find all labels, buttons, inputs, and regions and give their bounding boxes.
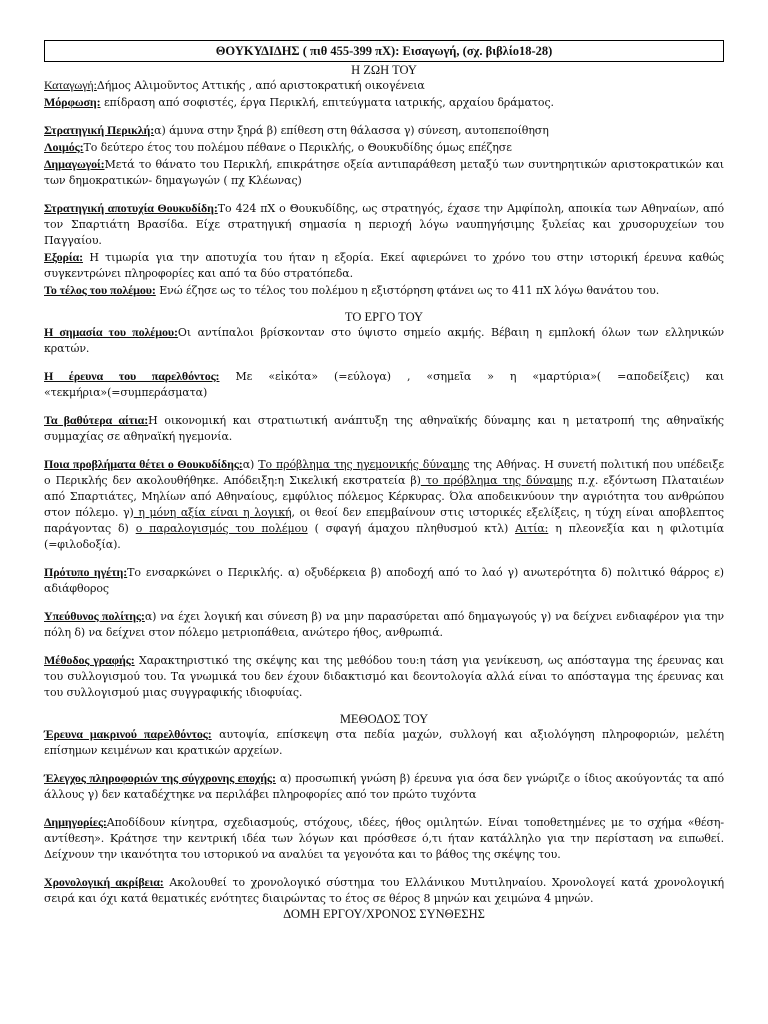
term-plague: Λοιμός: <box>44 140 84 154</box>
paragraph-pericles-strategy <box>44 122 724 139</box>
paragraph-speeches <box>44 814 724 863</box>
text-deeper-causes: Η οικονομική και στρατιωτική ανάπτυξη της αθηναϊκής δύναμης και η μετατροπή της αθηναϊκής συμμαχίας σε αθηναϊκή ηγεμονία. <box>44 414 724 443</box>
section-heading-structure: ΔΟΜΗ ΕΡΓΟΥ/ΧΡΟΝΟΣ ΣΥΝΘΕΣΗΣ <box>283 907 485 921</box>
text-problems-e-underlined: Αιτία: <box>515 522 549 535</box>
term-info-check: Έλεγχος πληροφοριών της σύγχρονης εποχής: <box>44 771 276 785</box>
text-problems-b-underlined: το πρόβλημα της δύναμης <box>420 474 573 487</box>
section-heading-life: Η ΖΩΗ ΤΟΥ <box>351 63 417 77</box>
text-problems-d: , οι θεοί δεν επεμβαίνουν στις ιστορικές εξελίξεις, η τύχη είναι αποβλεπτος παράγοντας δ) <box>44 506 724 535</box>
text-problems-b: της Αθήνας. Η συνετή πολιτική που υπέδειξε ο Περικλής δεν ακολουθήθηκε. Απόδειξη:η Σικελική εκστρατεία β) <box>44 458 724 487</box>
paragraph-info-check <box>44 770 724 803</box>
text-problems-c: π.χ. εξόντωση Πλαταιέων από Σπαρτιάτες, Μηλίων από Αθηναίους, εμφύλιος πόλεμος Κέρκυρας. Όλα αποδεικνύουν την αγριότητα του ανθρώπου στον πόλεμο. γ) <box>44 474 724 519</box>
paragraph-writing-method <box>44 652 724 701</box>
term-past-research: Η έρευνα του παρελθόντος: <box>44 369 220 383</box>
text-war-importance: Οι αντίπαλοι βρίσκονταν στο ύψιστο σημείο ακμής. Βέβαιη η εμπλοκή όλων των ελληνικών κρατών. <box>44 326 724 355</box>
text-demagogues: Μετά το θάνατο του Περικλή, επικράτησε οξεία αντιπαράθεση μεταξύ των συντηρητικών αριστοκρατικών και των δημοκρατικών- δημαγωγών ( πχ Κλέωνας) <box>44 158 724 187</box>
term-education: Μόρφωση: <box>44 95 101 109</box>
section-heading-method: ΜΕΘΟΔΟΣ ΤΟΥ <box>339 712 429 726</box>
paragraph-plague <box>44 139 724 156</box>
text-strategic-failure: Το 424 πΧ ο Θουκυδίδης, ως στρατηγός, έχασε την Αμφίπολη, αποικία των Αθηναίων, από τον Σπαρτιάτη Βρασίδα. Είχε στρατηγική σημασία η περιοχή λόγω ναυπηγήσιμης ξυλείας και χρυσορυχείων του Παγγαίου. <box>44 202 724 247</box>
paragraph-origin <box>44 77 724 94</box>
text-past-research: Με «εἰκότα» (=εύλογα) , «σημεῖα » η «μαρτύρια»( =αποδείξεις) και «τεκμήρια»(=συμπεράσματα) <box>44 370 724 399</box>
term-origin: Καταγωγή: <box>44 78 97 92</box>
paragraph-exile <box>44 249 724 282</box>
text-problems-f: η πλεονεξία και η φιλοτιμία (=φιλοδοξία). <box>44 522 724 551</box>
term-deeper-causes: Τα βαθύτερα αίτια: <box>44 413 149 427</box>
term-writing-method: Μέθοδος γραφής: <box>44 653 135 667</box>
term-responsible-citizen: Υπεύθυνος πολίτης: <box>44 609 145 623</box>
text-writing-method: Χαρακτηριστικό της σκέψης και της μεθόδου του:η τάση για γενίκευση, ως απόσταγμα της έρευνας και του συλλογισμού του. Τα γνωμικά του δεν έχουν διδακτισμό και δεοντολογία αλλά είναι το απόσταγμα της έρευνας και του συλλογισμού μιας συγγραφικής ιδιοφυίας. <box>44 654 724 699</box>
document-title: ΘΟΥΚΥΔΙΔΗΣ ( πιθ 455-399 πΧ): Εισαγωγή, (σχ. βιβλίο18-28) <box>44 40 724 62</box>
paragraph-war-importance <box>44 324 724 357</box>
paragraph-demagogues <box>44 156 724 189</box>
term-war-end: Το τέλος του πολέμου: <box>44 283 156 297</box>
text-speeches: Αποδίδουν κίνητρα, σχεδιασμούς, στόχους, ιδέες, ήθος ομιλητών. Είναι τοποθετημένες με το σχήμα «θέση-αντίθεση». Κράτησε την κεντρική ιδέα των λόγων και πρόσθεσε ό,τι ήταν κατάλληλο για την περίσταση να ειπωθεί. Δείχνουν την ικανότητα του ιστορικού να αναλύει τα γεγονότα και το βάθος της σκέψης του. <box>44 816 724 861</box>
text-chronology: Ακολουθεί το χρονολογικό σύστημα του Ελλάνικου Μυτιληναίου. Χρονολογεί κατά χρονολογική σειρά και όχι κατά θεματικές ενότητες διαιρώντας το έτος σε θέρος 8 μηνών και χειμώνα 4 μηνών. <box>44 876 724 905</box>
term-distant-past: Έρευνα μακρινού παρελθόντος: <box>44 727 212 741</box>
text-problems-e: ( σφαγή άμαχου πληθυσμού κτλ) <box>307 522 516 535</box>
document-page <box>44 40 724 921</box>
paragraph-deeper-causes <box>44 412 724 445</box>
paragraph-chronology <box>44 874 724 907</box>
paragraph-past-research <box>44 368 724 401</box>
paragraph-strategic-failure <box>44 200 724 249</box>
text-problems-d-underlined: ο παραλογισμός του πολέμου <box>135 522 308 535</box>
term-strategic-failure: Στρατηγική αποτυχία Θουκυδίδη: <box>44 201 218 215</box>
term-problems: Ποια προβλήματα θέτει ο Θουκυδίδης: <box>44 457 243 471</box>
text-problems-a: α) <box>242 458 259 471</box>
paragraph-model-leader <box>44 564 724 597</box>
text-pericles-strategy: α) άμυνα στην ξηρά β) επίθεση στη θάλασσα γ) σύνεση, αυτοπεποίθηση <box>154 124 549 137</box>
text-origin: Δήμος Αλιμοῦντος Αττικής , από αριστοκρατική οικογένεια <box>96 79 425 92</box>
text-model-leader: Το ενσαρκώνει ο Περικλής. α) οξυδέρκεια β) αποδοχή από το λαό γ) ανωτερότητα δ) πολιτικό θάρρος ε) αδιάφθορος <box>44 566 724 595</box>
term-chronology: Χρονολογική ακρίβεια: <box>44 875 164 889</box>
term-model-leader: Πρότυπο ηγέτη: <box>44 565 128 579</box>
text-responsible-citizen: α) να έχει λογική και σύνεση β) να μην παρασύρεται από δημαγωγούς γ) να δείχνει ενδιαφέρον για την πόλη δ) να δείχνει στον πόλεμο μετριοπάθεια, ανώτερο ήθος, ανθρωπιά. <box>44 610 725 639</box>
text-problems-c-underlined: η μόνη αξία είναι η λογική <box>133 506 292 519</box>
text-exile: Η τιμωρία για την αποτυχία του ήταν η εξορία. Εκεί αφιερώνει το χρόνο του στην ιστορική έρευνα καθώς συγκεντρώνει πληροφορίες και από τα δύο στρατόπεδα. <box>44 251 724 280</box>
paragraph-responsible-citizen <box>44 608 724 641</box>
paragraph-problems <box>44 456 724 553</box>
text-war-end: Ενώ έζησε ως το τέλος του πολέμου η εξιστόρηση φτάνει ως το 411 πΧ λόγω θανάτου του. <box>155 284 660 297</box>
term-exile: Εξορία: <box>44 250 83 264</box>
text-info-check: α) προσωπική γνώση β) έρευνα για όσα δεν γνώριζε ο ίδιος ακούγοντάς τα από άλλους γ) δεν καταδέχτηκε να περιλάβει πληροφορίες από τον πρώτο τυχόντα <box>44 772 724 801</box>
text-plague: Το δεύτερο έτος του πολέμου πέθανε ο Περικλής, ο Θουκυδίδης όμως επέζησε <box>83 141 512 154</box>
term-pericles-strategy: Στρατηγική Περικλή: <box>44 123 155 137</box>
text-distant-past: αυτοψία, επίσκεψη στα πεδία μαχών, συλλογή και αξιολόγηση πληροφοριών, μελέτη επίσημων κειμένων και κρατικών αρχείων. <box>44 728 724 757</box>
term-war-importance: Η σημασία του πολέμου: <box>44 325 178 339</box>
text-education: επίδραση από σοφιστές, έργα Περικλή, επιτεύγματα ιατρικής, αρχαίου δράματος. <box>100 96 554 109</box>
paragraph-education <box>44 94 724 111</box>
term-speeches: Δημηγορίες: <box>44 815 107 829</box>
section-heading-work: ΤΟ ΕΡΓΟ ΤΟΥ <box>344 310 424 324</box>
term-demagogues: Δημαγωγοί: <box>44 157 105 171</box>
paragraph-war-end <box>44 282 724 299</box>
paragraph-distant-past <box>44 726 724 759</box>
text-problems-a-underlined: Το πρόβλημα της ηγεμονικής δύναμης <box>258 458 470 471</box>
